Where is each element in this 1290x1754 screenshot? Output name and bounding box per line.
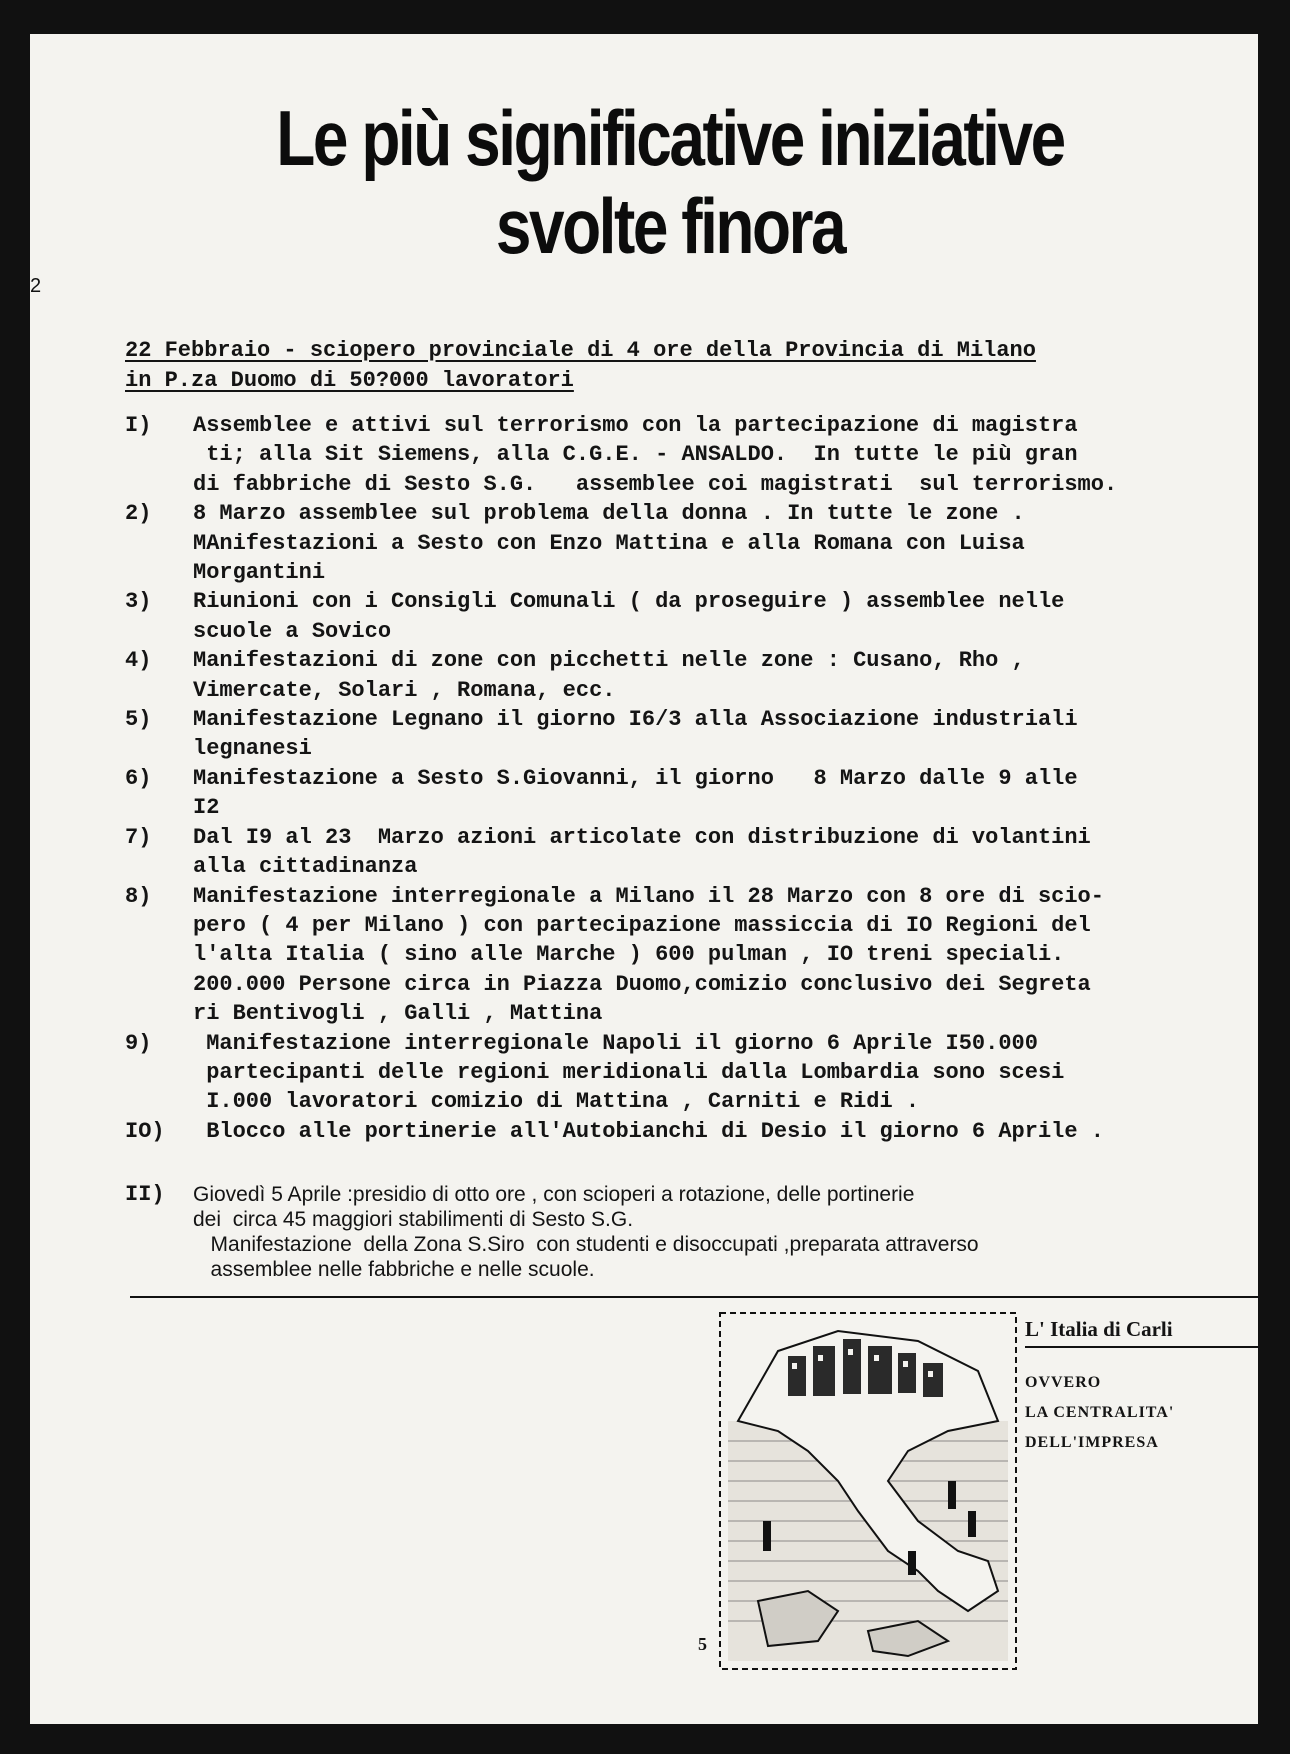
title-line-1: Le più significative iniziative bbox=[276, 94, 1064, 182]
item-number: 4) bbox=[125, 648, 152, 674]
initiative-item bbox=[125, 411, 1265, 499]
caption-line-1: OVVERO bbox=[1025, 1374, 1102, 1391]
initiative-item bbox=[125, 1117, 1265, 1146]
initiative-item bbox=[125, 823, 1265, 882]
headline-line-1: 22 Febbraio - sciopero provinciale di 4 ore della Provincia di Milano bbox=[125, 338, 1036, 363]
edge-mark: 2 bbox=[30, 275, 42, 297]
document-page bbox=[30, 34, 1258, 1724]
headline-line-2: in P.za Duomo di 50?000 lavoratori bbox=[125, 368, 574, 393]
item-number: I) bbox=[125, 413, 152, 438]
item-number: 6) bbox=[125, 765, 152, 791]
item-text: Assemblee e attivi sul terrorismo con la partecipazione di magistra ti; alla Sit Siemens, alla C.G.E. - ANSALDO. In tutte le più gran di fabbriche di Sesto S.G. assemblee coi magistrati sul terrorismo. bbox=[193, 413, 1118, 497]
italy-map-factories-icon bbox=[718, 1311, 1018, 1671]
caption-line-3: DELL'IMPRESA bbox=[1025, 1434, 1159, 1451]
item-number: 3) bbox=[125, 589, 152, 615]
item-text: Manifestazione interregionale Napoli il giorno 6 Aprile I50.000 partecipanti delle regioni meridionali dalla Lombardia sono scesi I.000 lavoratori comizio di Mattina , Carniti e Ridi . bbox=[206, 1030, 1065, 1115]
initiative-item bbox=[125, 1029, 1265, 1117]
initiative-item bbox=[125, 882, 1265, 1029]
initiatives-list bbox=[125, 411, 1265, 1146]
illustration-caption bbox=[1025, 1314, 1265, 1458]
item-text: Manifestazione Legnano il giorno I6/3 alla Associazione industriali legnanesi bbox=[193, 707, 1078, 762]
item-number: 5) bbox=[125, 707, 152, 733]
item-number: 7) bbox=[125, 824, 152, 850]
headline bbox=[125, 336, 1225, 396]
item-text: Dal I9 al 23 Marzo azioni articolate con distribuzione di volantini alla cittadinanza bbox=[193, 824, 1091, 880]
item-text: Manifestazione interregionale a Milano il 28 Marzo con 8 ore di scio- pero ( 4 per Milano ) con partecipazione massiccia di IO Regioni del l'alta Italia ( sino alle Marche ) 600 pulman , IO treni speciali. 200.000 Persone circa in Piazza Duomo,comizio conclusivo dei Segreta ri Bentivogli , Galli , Mattina bbox=[193, 883, 1104, 1027]
item-text: 8 Marzo assemblee sul problema della donna . In tutte le zone . MAnifestazioni a Sesto con Enzo Mattina e alla Romana con Luisa Morgantini bbox=[193, 501, 1025, 586]
item-number: IO) bbox=[125, 1118, 165, 1144]
item-text: Blocco alle portinerie all'Autobianchi di Desio il giorno 6 Aprile . bbox=[193, 1118, 1104, 1144]
item-number: II) bbox=[125, 1182, 165, 1207]
title-line-2: svolte finora bbox=[495, 182, 845, 270]
caption-title: L' Italia di Carli bbox=[1025, 1314, 1265, 1348]
item-text: Manifestazione a Sesto S.Giovanni, il giorno 8 Marzo dalle 9 alle I2 bbox=[193, 765, 1078, 821]
item-number: 9) bbox=[125, 1030, 152, 1056]
page-title bbox=[227, 94, 1113, 270]
caption-subtitle bbox=[1025, 1368, 1265, 1458]
item-number: 8) bbox=[125, 883, 152, 909]
item-text: Giovedì 5 Aprile :presidio di otto ore , con scioperi a rotazione, delle portinerie dei circa 45 maggiori stabilimenti di Sesto S.G. Manifestazione della Zona S.Siro con studenti e disoccupati ,preparata attraverso assemblee nelle fabbriche e nelle scuole. bbox=[193, 1183, 979, 1281]
initiative-item bbox=[125, 587, 1265, 646]
item-text: Manifestazioni di zone con picchetti nelle zone : Cusano, Rho , Vimercate, Solari , Romana, ecc. bbox=[193, 648, 1025, 703]
divider-rule bbox=[130, 1296, 1265, 1298]
item-number: 2) bbox=[125, 501, 152, 527]
initiative-item bbox=[125, 646, 1265, 705]
page-number: 5 bbox=[698, 1634, 707, 1654]
initiative-item-11 bbox=[125, 1182, 1265, 1282]
item-text: Riunioni con i Consigli Comunali ( da proseguire ) assemblee nelle scuole a Sovico bbox=[193, 589, 1065, 644]
initiative-item bbox=[125, 705, 1265, 764]
initiative-item bbox=[125, 764, 1265, 823]
initiative-item bbox=[125, 499, 1265, 587]
caption-line-2: LA CENTRALITA' bbox=[1025, 1404, 1175, 1421]
